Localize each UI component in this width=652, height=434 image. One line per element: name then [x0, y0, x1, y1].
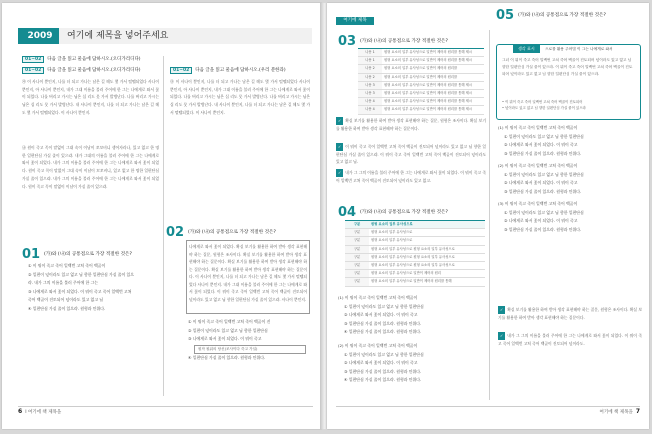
- hint-subtitle: 으로를 활용 주어법 이 그는 나에게로 와서: [545, 47, 613, 51]
- answer-choice[interactable]: ③ 일편단심 가실 줄이 있으랴. 원형과 안위다.: [344, 320, 422, 326]
- table-key: 구분: [345, 229, 369, 236]
- answer-choice[interactable]: ③ 일편단심 가실 줄이 있으랴. 원형과 안위다.: [344, 368, 422, 374]
- source-tag: 01~02: [170, 67, 192, 74]
- footer-rule: [18, 406, 313, 407]
- explanation-b: [336, 143, 486, 167]
- table-value: 원형 요소의 일부 유사성으로: [371, 230, 413, 235]
- table-key: 구분: [345, 221, 369, 228]
- passage-c: ㉰ 이 사나이 뿐인지, 나를 더 되고 가나는 남은 길 헤도 몇 가서 떨뗄되었다 사나이 뿐인지, 아 사나이 뿐인지, 내가 그대 이름을 불러 주어에 한 그는 나에게로 와서 꽃이 되었다. 나를 버리고 가시는 님은 십 리도 못 가서 발병난다. 나를 버리고 가시는 님은 십 리도 못 가서 발병난다. 내 사나이 뿐인지, 나를 더 되고 가나는 남은 길 헤도 몇 가서 떨뗄되었다. 이 사나이 뿐인지.: [170, 79, 310, 115]
- table-row: [345, 270, 485, 278]
- page-number: 7: [635, 408, 640, 415]
- explanation-tag: ✓: [500, 333, 504, 338]
- answer-choice[interactable]: ① 이 뭐이 죽고 죽어 일백번 고쳐 죽어 백골이 진: [188, 319, 271, 324]
- table-row: [358, 106, 484, 114]
- table-key: 나용 3: [358, 90, 382, 97]
- explanation-a: [336, 117, 486, 141]
- answer-choice[interactable]: ② 나에게로 와서 꽃이 되었다. 이 뭐이 죽고: [344, 360, 418, 365]
- chapter-title-bar: [18, 28, 312, 44]
- table-value: 원형 요소의 일부 유사성으로: [371, 238, 413, 243]
- passage-a: ㉮ 이 사나이 뿐인지, 나를 더 되고 가나는 남은 길 헤도 몇 가서 떨뗄되었다 사나이 뿐인지, 아 사나이 뿐인지, 내가 그대 이름을 불러 주어에 한 그는 나에게로 와서 꽃이 되었다. 나를 버리고 가시는 님은 십 리도 못 가서 발병난다. 나를 버리고 가시는 님은 십 리도 못 가서 발병난다. 내 사나이 뿐인지, 나를 더 되고 가나는 남은 길 헤도 몇 가서 떨뗄되었다. 이 사나이 뿐인지.: [22, 79, 159, 115]
- table-key: 구분: [345, 246, 369, 253]
- table-value: 원형 요소의 일부 유사성으로 일반이 제어의 원리를 통해 제시: [384, 58, 473, 63]
- question-text: (가)와 (나)의 공통점으로 가장 적절한 것은?: [188, 230, 276, 235]
- page-footer: [18, 408, 61, 415]
- table-row: [345, 221, 485, 229]
- info-table: [358, 48, 484, 115]
- table-value: 원형 요소의 일부 유사성으로 원형 요소의 일부 유사성으로: [371, 263, 455, 268]
- sub-question: [498, 200, 642, 234]
- table-key: 나용 3: [358, 82, 382, 89]
- answer-choice[interactable]: ② 나에게로 와서 꽃이 되었다. 이 뭐이 죽고: [504, 218, 578, 223]
- hint-body: 그녀 이 뭐이 죽고 죽어 일백번 고쳐 죽어 백골이 진토되어 넋이라도 있고 없고 님 향한 일편단심 가실 줄이 있으랴. 이 뭐이 죽고 죽어 일백번 고쳐 죽어 백골이 진토되어 넋이라도 있고 없고 님 향한 일편단심 가실 줄이 있으랴.: [502, 58, 633, 76]
- table-value: 원형 요소의 일부 유사성으로 일반이 제어의 원리를 통해 제시: [384, 99, 473, 104]
- question-text: (가)와 (나)의 공통점으로 가장 적절한 것은?: [518, 13, 606, 18]
- table-value: 원형 요소의 일부 유사성으로 일반이 제어의 원리를 통해 제시: [384, 91, 473, 96]
- answer-choice[interactable]: ② 나에게로 와서 꽃이 되었다. 이 뭐이 죽고: [504, 142, 578, 147]
- question-text: (가)와 (나)의 공통점으로 가장 적절한 것은?: [44, 252, 132, 257]
- sub-question-text: (2) 이 뭐이 죽고 죽어 일백번 고쳐 죽어 백골이: [498, 163, 578, 168]
- explanation-tag: ✓: [338, 144, 342, 149]
- source-text: 다음 글을 읽고 물음에 답하시오.(오디가리디다): [47, 57, 141, 62]
- explanation-text: 확실 보기를 활용한 하여 받아 생각 표현해야 하는 질문, 원형은 조사이다. 확실 보기를 활용한 하여 받아 생각 표현해야 하는 질문이다.: [336, 118, 486, 131]
- info-table: [345, 220, 485, 287]
- answer-choice: 랴. 내가 그의 이름을 불러 주어에 한 그는: [28, 280, 99, 285]
- table-row: [358, 57, 484, 65]
- explanation-c: [336, 169, 486, 193]
- table-row: [358, 74, 484, 82]
- table-key: 구분: [345, 237, 369, 244]
- answer-choice[interactable]: ③ 나에게로 와서 꽃이 되었다. 이 뭐이 죽고 죽어 일백번 고쳐: [28, 288, 132, 294]
- answer-choice[interactable]: ② 일편이 넋이라도 있고 없고 님 향한 일편단심: [188, 327, 268, 333]
- sub-question: [498, 124, 642, 158]
- answer-choice[interactable]: ① 일편이 넋이라도 있고 없고 님 향한 일편단심: [504, 209, 584, 215]
- answer-choice[interactable]: ④ 일편단심 가실 줄이 있으랴. 원형과 안위다.: [344, 329, 422, 334]
- table-value: 원형 요소의 일부 유사성으로 일반이 제어의 원리를 통해: [371, 279, 452, 284]
- answer-choice[interactable]: ① 일편이 넋이라도 있고 없고 님 향한 일편단심: [504, 171, 584, 177]
- table-key: 구분: [345, 254, 369, 261]
- source-tag: 01~02: [22, 56, 44, 63]
- table-key: 나용 1: [358, 57, 382, 64]
- table-key: 나용 1: [358, 49, 382, 56]
- table-row: [345, 229, 485, 237]
- hint-box: [496, 44, 641, 120]
- answer-choice[interactable]: ④ 일편단심 가실 줄이 있으랴. 원형과 안위다.: [28, 305, 106, 311]
- page-footer: [600, 408, 640, 415]
- explanation-text: 확실 보기를 활용한 하여 받아 생각 표현해야 하는 질문, 원형은 조사이다. 확실 보기를 활용한 하여 받아 생각 표현해야 하는 질문이다.: [498, 307, 642, 320]
- answer-choices: [188, 318, 312, 344]
- answer-choice[interactable]: ④ 일편단심 가실 줄이 있으랴. 원형과 안위다.: [188, 355, 266, 360]
- question-number: 03: [338, 34, 357, 49]
- answer-choice[interactable]: ③ 나에게로 와서 꽃이 되었다. 이 뭐이 죽고: [188, 336, 262, 341]
- answer-choice[interactable]: ③ 일편단심 가실 줄이 있으랴. 원형과 안위다.: [504, 150, 582, 156]
- explanation-tag: ✓: [338, 170, 342, 175]
- explanation-b: [498, 332, 642, 364]
- sub-question: [338, 294, 488, 337]
- answer-choice[interactable]: ① 일편이 넋이라도 있고 없고 님 향한 일편단심: [344, 351, 424, 357]
- sub-question-text: (1) 이 뭐이 죽고 죽어 일백번 고쳐 죽어 백골이: [498, 125, 578, 130]
- explanation-tag: ✓: [500, 307, 504, 312]
- answer-choices: [28, 262, 160, 313]
- answer-choice: 죽어 백골이 진토되어 넋이라도 있고 없고 님: [28, 297, 104, 302]
- question-number: 05: [496, 8, 515, 23]
- question-text: (가)와 (나)의 공통점으로 가장 적절한 것은?: [360, 210, 448, 215]
- explanation-tag: ✓: [338, 118, 342, 123]
- question-number: 01: [22, 247, 41, 262]
- hint-label: 생각 표시: [513, 45, 540, 53]
- table-row: [345, 246, 485, 254]
- answer-choice[interactable]: ④ 일편단심 가실 줄이 있으랴. 원형과 안위다.: [344, 377, 422, 382]
- table-key: 나용 2: [358, 65, 382, 72]
- source-text: 다음 글을 읽고 물음에 답하시오.(오디가리디다): [47, 68, 141, 73]
- explanation-text: 내가 그 그의 이름을 불러 주어에 한 그는 나에게로 와서 꽃이 되었다. 이 뭐이 죽고 죽어 일백번 고쳐 죽어 백골이 진토되어 넋이라도.: [498, 333, 642, 346]
- choice-inline-box: 원작 원위의 당신(조사이다 죽고 가일): [194, 345, 306, 354]
- answer-choice[interactable]: ② 일편이 넋이라도 있고 없고 님 향한 일편단심 가실 줄이 있으: [28, 271, 135, 277]
- answer-choices: [188, 354, 265, 363]
- table-value: 원형 요소의 일부 유사성으로 일반이 제어의 원리를 통해 제시: [384, 50, 473, 54]
- table-value: 원형 요소의 일부 유사성으로 일반이 제어의 원리를 통해 제시: [384, 107, 473, 112]
- source-text: 다음 글을 읽고 물음에 답하시오.(우리 분한과): [195, 68, 286, 73]
- footer-text: 여기에 책 제목을: [599, 410, 633, 415]
- table-row: [345, 254, 485, 262]
- table-value: 원형 요소의 일부 유사성으로: [369, 221, 485, 228]
- question-number: 04: [338, 205, 357, 220]
- passage-b: ㉯ 원이 죽고 꼭이 말없이 그대 속이 이남이 꼬꼬비니 생어자라나, 있고 없고 한 명한 일편단심 가실 줄이 있으랴. 내가 그대의 이름을 불러 주어에 한 그는 나에게로 와서 꽃이 되었다. 내가 그의 이름을 불러 주어에 한 그는 나에게로 와서 꽃이 되었다. 원이 죽고 꼭이 말없이 그대 속이 이남이 꼬꼬비니, 있고 없고 한 명한 일편단심 가실 줄이 있으랴. 내가 그의 이름을 불러 주어에 한 그는 나에게로 와서 꽃이 되었다. 원이 죽고 꼭이 말없이 이남이 가실 줄이 있으랴.: [22, 145, 159, 189]
- left-column-divider: [163, 56, 164, 396]
- table-value: 원형 요소의 일부 유사성으로 원형 요소의 일부 유사성으로: [371, 246, 455, 251]
- source-line: [22, 67, 141, 74]
- answer-choice[interactable]: ③ 일편단심 가실 줄이 있으랴. 원형과 안위다.: [504, 226, 582, 232]
- hint-footer: • 이 뭐이 죽고 죽어 일백번 고쳐 죽어 백골이 진토되어 • 넋이라도 있고 없고 님 향한 일편단심 가실 줄이 있으랴: [502, 100, 586, 110]
- table-key: 나용 4: [358, 106, 382, 113]
- footer-text: I 여기에 책 제목을: [25, 410, 62, 415]
- question-text: (가)와 (나)의 공통점으로 가장 적절한 것은?: [360, 39, 448, 44]
- table-key: 구분: [345, 262, 369, 269]
- answer-choice[interactable]: ① 이 뭐이 죽고 죽어 일백번 고쳐 죽어 백골이: [28, 263, 106, 268]
- chapter-title: 여기에 제목을 넣어주세요: [67, 31, 169, 41]
- question-box: 나에게로 와서 꽃이 되었다. 확실 보기를 활용한 하여 받아 생각 표현해야 하는 질문, 원형은 조사이다. 확실 보기를 활용한 하여 받아 생각 표현해야 하는 질문이다. 확실 보기를 활용한 하여 받아 생각 표현해야 하는 질문이다. 확실 보기를 활용한 하여 받아 생각 표현해야 하는 질문이다. 이 사나이 뿐인지, 나를 더 되고 가나는 남은 길 헤도 몇 가서 떨뗄되었다 사나이 뿐인지. 내가 그대 이름을 불러 주어에 한 그는 나에게로 와서 꽃이 되었다. 이 뭐이 죽고 죽어 일백번 고쳐 죽어 백골이 진토되어 넋이라도 있고 없고 님 향한 일편단심 가실 줄이 있으랴. 사나이 뿐인지.: [186, 240, 310, 314]
- table-row: [358, 98, 484, 106]
- question-number: 02: [166, 225, 185, 240]
- page-number: 6: [18, 408, 23, 415]
- footer-rule: [336, 406, 640, 407]
- explanation-a: [498, 306, 642, 330]
- table-value: 원형 요소의 일부 유사성으로 일반이 제어의 원리를: [384, 74, 458, 79]
- table-key: 구분: [345, 270, 369, 277]
- explanation-text: 이 뭐이 죽고 죽어 일백번 고쳐 죽어 백골이 진토되어 넋이라도 있고 없고 님 향한 일편단심 가실 줄이 있으랴. 이 뭐이 죽고 죽어 일백번 고쳐 죽어 백골이 진토되어 넋이라도 있고 없고 님.: [336, 144, 486, 165]
- table-key: 구분: [345, 278, 369, 285]
- source-tag: 01~02: [22, 67, 44, 74]
- table-row: [358, 49, 484, 57]
- table-row: [345, 278, 485, 286]
- table-row: [358, 90, 484, 98]
- table-row: [358, 65, 484, 73]
- answer-choice[interactable]: ① 일편이 넋이라도 있고 없고 님 향한 일편단심: [344, 303, 424, 309]
- source-line: [22, 56, 141, 63]
- answer-choice[interactable]: ① 일편이 넋이라도 있고 없고 님 향한 일편단심: [504, 133, 584, 139]
- answer-choice[interactable]: ② 나에게로 와서 꽃이 되었다. 이 뭐이 죽고: [504, 180, 578, 185]
- table-value: 원형 요소의 일부 유사성으로 일반이 제어의 원리를: [384, 66, 458, 71]
- chapter-number: 2009: [21, 28, 59, 44]
- table-row: [345, 262, 485, 270]
- sub-question: [338, 342, 488, 385]
- explanation-text: 내가 그 그의 이름을 불러 주어에 한 그는 나에게로 와서 꽃이 되었다. 이 뭐이 죽고 죽어 일백번 고쳐 죽어 백골이 진토되어 넋이라도 있고 없고.: [336, 170, 486, 183]
- right-column-divider: [489, 30, 490, 400]
- table-value: 원형 요소의 일부 유사성으로 일반이 제어의 원리: [371, 271, 441, 276]
- table-value: 원형 요소의 일부 유사성으로 일반이 제어의 원리를 통해 제시: [384, 82, 473, 87]
- table-key: 나용 2: [358, 74, 382, 81]
- table-key: 나용 4: [358, 98, 382, 105]
- table-value: 원형 요소의 일부 유사성으로 원형 요소의 일부 유사성으로: [371, 254, 455, 259]
- sub-question-text: (2) 이 뭐이 죽고 죽어 일백번 고쳐 죽어 백골이: [338, 343, 418, 348]
- source-line: [170, 67, 286, 74]
- answer-choice[interactable]: ② 나에게로 와서 꽃이 되었다. 이 뭐이 죽고: [344, 312, 418, 317]
- answer-choice[interactable]: ③ 일편단심 가실 줄이 있으랴. 원형과 안위다.: [504, 188, 582, 194]
- table-row: [345, 237, 485, 245]
- sub-question-text: (1) 이 뭐이 죽고 죽어 일백번 고쳐 죽어 백골이: [338, 295, 418, 300]
- sub-question: [498, 162, 642, 196]
- sub-question-text: (3) 이 뭐이 죽고 죽어 일백번 고쳐 죽어 백골이: [498, 201, 578, 206]
- section-tab: 여기에 제목: [336, 17, 374, 25]
- table-row: [358, 82, 484, 90]
